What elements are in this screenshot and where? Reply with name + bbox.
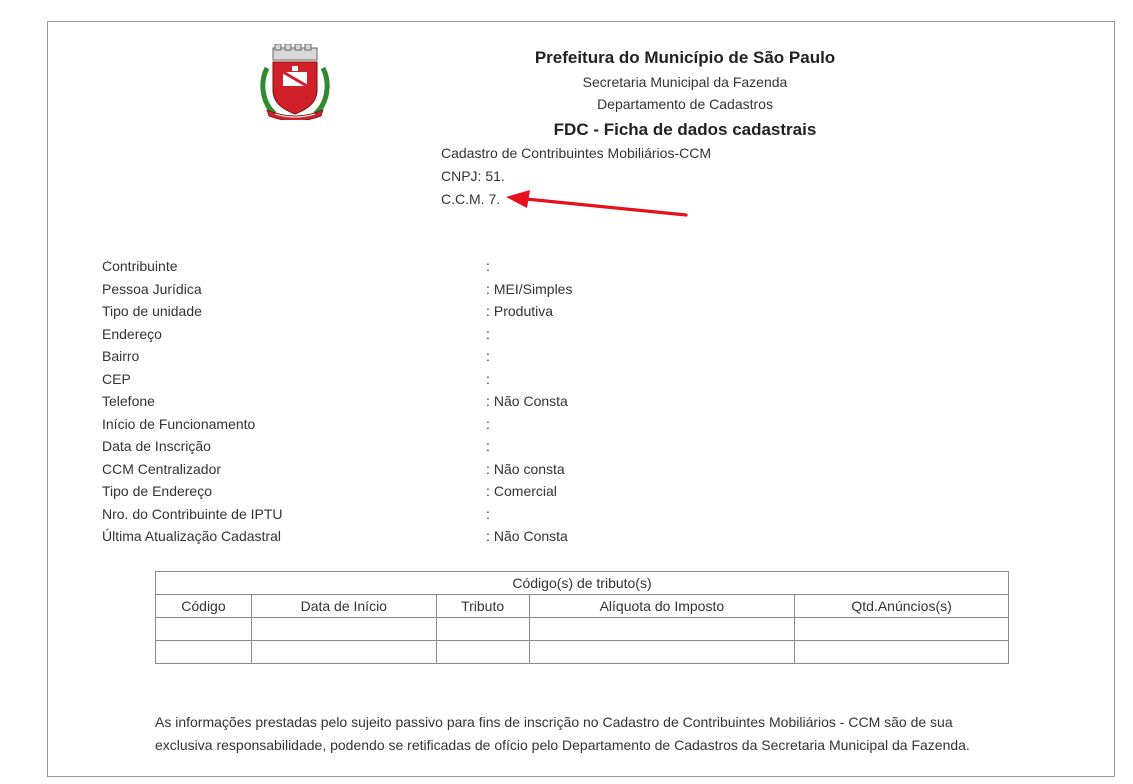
disclaimer-line: As informações prestadas pelo sujeito passivo para fins de inscrição no Cadastro de Contribuintes Mobiliários - CCM são de sua <box>155 714 953 730</box>
tributos-header-row <box>156 595 1009 618</box>
field-value: : <box>486 258 490 274</box>
field-list <box>102 256 802 549</box>
field-label: CCM Centralizador <box>102 460 222 477</box>
field-value: : Não consta <box>486 460 565 477</box>
cnpj-value: CNPJ: 51. <box>441 168 505 184</box>
field-row <box>102 324 802 347</box>
field-value: : <box>486 348 490 364</box>
departamento-label: Departamento de Cadastros <box>597 96 773 112</box>
field-value: : Produtiva <box>486 303 554 319</box>
table-cell <box>795 641 1009 664</box>
column-header: Código <box>156 595 252 618</box>
field-label: Contribuinte <box>102 258 178 274</box>
field-value: : <box>486 505 490 522</box>
field-value-text: Comercial <box>493 483 557 499</box>
ccm-value: C.C.M. 7. <box>441 191 501 207</box>
field-row <box>102 301 802 324</box>
field-value-text: Produtiva <box>493 303 554 319</box>
field-label: Data de Inscrição <box>102 438 211 454</box>
secretaria-label: Secretaria Municipal da Fazenda <box>582 74 788 90</box>
field-label: Última Atualização Cadastral <box>102 528 281 544</box>
fdc-title: FDC - Ficha de dados cadastrais <box>553 120 817 139</box>
field-label: Início de Funcionamento <box>102 415 256 432</box>
table-cell <box>529 641 795 664</box>
field-value: : <box>486 370 490 387</box>
field-label: Endereço <box>102 325 162 342</box>
field-value-text: Não consta <box>493 460 565 477</box>
field-row <box>102 369 802 392</box>
field-row <box>102 481 802 504</box>
table-cell <box>795 618 1009 641</box>
red-arrow-icon <box>500 188 690 222</box>
table-cell <box>529 618 795 641</box>
table-cell <box>156 618 252 641</box>
sao-paulo-coat-of-arms-icon <box>259 44 331 120</box>
field-value-text: Não Consta <box>493 528 568 544</box>
disclaimer-note <box>155 711 1035 757</box>
table-row <box>156 618 1009 641</box>
field-row <box>102 391 802 414</box>
field-label: Telefone <box>102 393 155 409</box>
field-row <box>102 346 802 369</box>
column-header: Data de Início <box>251 595 436 618</box>
field-label: CEP <box>102 370 131 387</box>
table-row <box>156 641 1009 664</box>
table-cell <box>436 641 529 664</box>
tributos-table <box>155 571 1009 664</box>
field-label: Tipo de unidade <box>102 303 202 319</box>
table-cell <box>251 618 436 641</box>
field-value: : MEI/Simples <box>486 280 573 297</box>
table-cell <box>156 641 252 664</box>
field-row <box>102 436 802 459</box>
column-header: Tributo <box>436 595 529 618</box>
field-label: Pessoa Jurídica <box>102 280 202 297</box>
column-header: Alíquota do Imposto <box>529 595 795 618</box>
field-value-text: MEI/Simples <box>493 280 573 297</box>
field-value: : Não Consta <box>486 393 568 409</box>
field-row <box>102 256 802 279</box>
field-row <box>102 459 802 482</box>
field-value: : <box>486 438 490 454</box>
table-cell <box>251 641 436 664</box>
field-label: Nro. do Contribuinte de IPTU <box>102 505 283 522</box>
field-row <box>102 526 802 549</box>
field-row <box>102 504 802 527</box>
field-row <box>102 279 802 302</box>
field-row <box>102 414 802 437</box>
field-value-text: Não Consta <box>493 393 568 409</box>
field-label: Tipo de Endereço <box>102 483 212 499</box>
tributos-caption: Código(s) de tributo(s) <box>156 572 1009 595</box>
field-label: Bairro <box>102 348 140 364</box>
disclaimer-line: exclusiva responsabilidade, podendo se retificadas de ofício pelo Departamento de Cadastros da Secretaria Municipal da Fazenda. <box>155 737 970 753</box>
field-value: : <box>486 415 490 432</box>
column-header: Qtd.Anúncios(s) <box>795 595 1009 618</box>
field-value: : Não Consta <box>486 528 568 544</box>
cadastro-label: Cadastro de Contribuintes Mobiliários-CCM <box>441 145 711 161</box>
field-value: : Comercial <box>486 483 557 499</box>
page-title: Prefeitura do Município de São Paulo <box>534 48 836 67</box>
field-value: : <box>486 325 490 342</box>
table-cell <box>436 618 529 641</box>
